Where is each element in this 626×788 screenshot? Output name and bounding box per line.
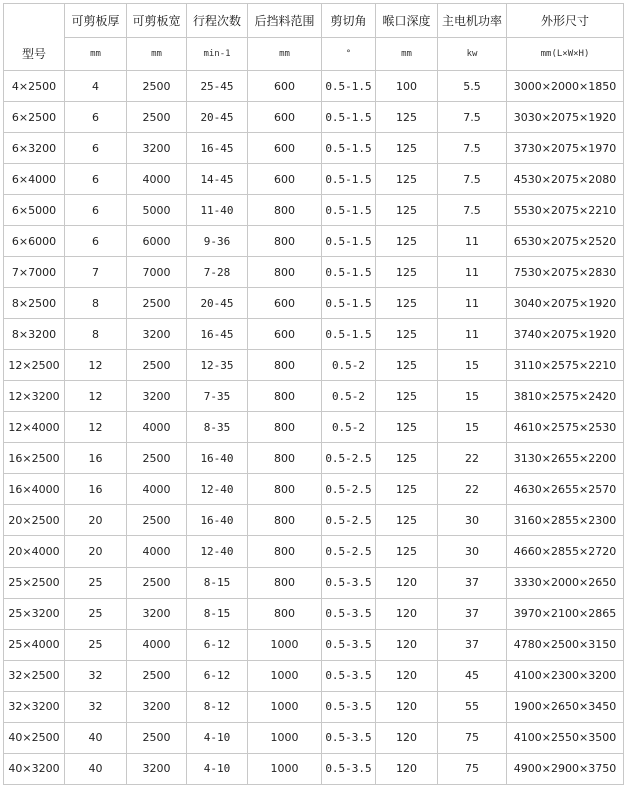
cell-stroke-count: 8-35: [187, 412, 248, 443]
cell-motor-power: 75: [438, 753, 507, 784]
cell-stroke-count: 9-36: [187, 226, 248, 257]
cell-shear-angle: 0.5-1.5: [322, 195, 376, 226]
cell-dimensions: 4780×2500×3150: [507, 629, 624, 660]
cell-dimensions: 3810×2575×2420: [507, 381, 624, 412]
table-row: [4, 505, 624, 536]
cell-motor-power: 37: [438, 598, 507, 629]
cell-motor-power: 7.5: [438, 133, 507, 164]
cell-shear-angle: 0.5-3.5: [322, 753, 376, 784]
cell-model: 32×2500: [4, 660, 65, 691]
cell-shear-angle: 0.5-2.5: [322, 505, 376, 536]
cell-max-width: 5000: [127, 195, 187, 226]
table-row: [4, 195, 624, 226]
cell-backgauge-range: 800: [248, 567, 322, 598]
cell-model: 20×2500: [4, 505, 65, 536]
cell-max-thickness: 25: [65, 567, 127, 598]
cell-shear-angle: 0.5-1.5: [322, 226, 376, 257]
table-row: [4, 629, 624, 660]
cell-max-width: 3200: [127, 381, 187, 412]
cell-stroke-count: 12-35: [187, 350, 248, 381]
cell-stroke-count: 12-40: [187, 536, 248, 567]
cell-max-width: 3200: [127, 319, 187, 350]
table-row: [4, 660, 624, 691]
cell-max-thickness: 32: [65, 691, 127, 722]
cell-stroke-count: 4-10: [187, 753, 248, 784]
cell-max-thickness: 6: [65, 195, 127, 226]
cell-model: 12×4000: [4, 412, 65, 443]
cell-model: 25×3200: [4, 598, 65, 629]
cell-stroke-count: 20-45: [187, 288, 248, 319]
unit-shear-angle: °: [322, 38, 376, 71]
table-row: [4, 536, 624, 567]
cell-backgauge-range: 800: [248, 381, 322, 412]
header-unit-row: [4, 38, 624, 71]
cell-shear-angle: 0.5-1.5: [322, 133, 376, 164]
cell-max-thickness: 25: [65, 629, 127, 660]
cell-backgauge-range: 800: [248, 474, 322, 505]
cell-motor-power: 37: [438, 629, 507, 660]
table-row: [4, 350, 624, 381]
cell-throat-depth: 120: [376, 722, 438, 753]
cell-stroke-count: 6-12: [187, 629, 248, 660]
cell-backgauge-range: 800: [248, 412, 322, 443]
cell-dimensions: 4100×2550×3500: [507, 722, 624, 753]
cell-stroke-count: 11-40: [187, 195, 248, 226]
cell-max-width: 7000: [127, 257, 187, 288]
cell-stroke-count: 7-28: [187, 257, 248, 288]
cell-max-thickness: 8: [65, 319, 127, 350]
cell-shear-angle: 0.5-3.5: [322, 629, 376, 660]
cell-max-thickness: 8: [65, 288, 127, 319]
cell-dimensions: 3030×2075×1920: [507, 102, 624, 133]
unit-dimensions: mm(L×W×H): [507, 38, 624, 71]
cell-max-width: 2500: [127, 567, 187, 598]
header-stroke-count: 行程次数: [187, 4, 248, 38]
cell-max-thickness: 16: [65, 474, 127, 505]
cell-dimensions: 3330×2000×2650: [507, 567, 624, 598]
cell-dimensions: 3160×2855×2300: [507, 505, 624, 536]
table-row: [4, 598, 624, 629]
cell-model: 12×2500: [4, 350, 65, 381]
cell-max-width: 4000: [127, 412, 187, 443]
header-model: 型号: [4, 4, 65, 71]
cell-max-thickness: 16: [65, 443, 127, 474]
cell-dimensions: 4530×2075×2080: [507, 164, 624, 195]
cell-max-width: 2500: [127, 660, 187, 691]
unit-throat-depth: mm: [376, 38, 438, 71]
cell-max-thickness: 12: [65, 381, 127, 412]
cell-backgauge-range: 1000: [248, 691, 322, 722]
header-backgauge-range: 后挡料范围: [248, 4, 322, 38]
cell-throat-depth: 120: [376, 629, 438, 660]
cell-shear-angle: 0.5-3.5: [322, 691, 376, 722]
header-max-width: 可剪板宽: [127, 4, 187, 38]
header-max-thickness: 可剪板厚: [65, 4, 127, 38]
cell-model: 25×2500: [4, 567, 65, 598]
table-row: [4, 257, 624, 288]
cell-backgauge-range: 600: [248, 133, 322, 164]
cell-stroke-count: 16-40: [187, 505, 248, 536]
cell-motor-power: 11: [438, 319, 507, 350]
cell-stroke-count: 7-35: [187, 381, 248, 412]
cell-shear-angle: 0.5-1.5: [322, 288, 376, 319]
table-row: [4, 319, 624, 350]
cell-motor-power: 11: [438, 226, 507, 257]
cell-max-thickness: 7: [65, 257, 127, 288]
header-label-row: [4, 4, 624, 38]
cell-throat-depth: 125: [376, 226, 438, 257]
cell-shear-angle: 0.5-2.5: [322, 474, 376, 505]
cell-throat-depth: 100: [376, 71, 438, 102]
cell-max-width: 6000: [127, 226, 187, 257]
cell-throat-depth: 125: [376, 257, 438, 288]
cell-backgauge-range: 800: [248, 257, 322, 288]
cell-max-width: 2500: [127, 288, 187, 319]
cell-backgauge-range: 1000: [248, 722, 322, 753]
cell-max-thickness: 20: [65, 536, 127, 567]
cell-max-thickness: 40: [65, 722, 127, 753]
table-row: [4, 288, 624, 319]
cell-throat-depth: 125: [376, 350, 438, 381]
cell-shear-angle: 0.5-2.5: [322, 443, 376, 474]
cell-max-width: 3200: [127, 133, 187, 164]
table-row: [4, 164, 624, 195]
header-throat-depth: 喉口深度: [376, 4, 438, 38]
cell-throat-depth: 125: [376, 381, 438, 412]
cell-dimensions: 4630×2655×2570: [507, 474, 624, 505]
cell-stroke-count: 12-40: [187, 474, 248, 505]
cell-stroke-count: 8-12: [187, 691, 248, 722]
cell-model: 8×3200: [4, 319, 65, 350]
cell-dimensions: 3110×2575×2210: [507, 350, 624, 381]
cell-model: 6×5000: [4, 195, 65, 226]
cell-throat-depth: 120: [376, 753, 438, 784]
cell-model: 32×3200: [4, 691, 65, 722]
cell-motor-power: 11: [438, 257, 507, 288]
table-row: [4, 753, 624, 784]
header-dimensions: 外形尺寸: [507, 4, 624, 38]
cell-max-width: 2500: [127, 505, 187, 536]
cell-max-thickness: 6: [65, 102, 127, 133]
cell-model: 40×3200: [4, 753, 65, 784]
cell-dimensions: 7530×2075×2830: [507, 257, 624, 288]
cell-model: 8×2500: [4, 288, 65, 319]
cell-stroke-count: 8-15: [187, 598, 248, 629]
cell-backgauge-range: 800: [248, 598, 322, 629]
cell-max-width: 2500: [127, 71, 187, 102]
cell-shear-angle: 0.5-1.5: [322, 102, 376, 133]
cell-throat-depth: 125: [376, 133, 438, 164]
cell-motor-power: 30: [438, 505, 507, 536]
header-motor-power: 主电机功率: [438, 4, 507, 38]
cell-throat-depth: 120: [376, 567, 438, 598]
cell-backgauge-range: 800: [248, 226, 322, 257]
cell-throat-depth: 125: [376, 412, 438, 443]
cell-stroke-count: 25-45: [187, 71, 248, 102]
cell-motor-power: 30: [438, 536, 507, 567]
cell-max-width: 4000: [127, 629, 187, 660]
cell-shear-angle: 0.5-2.5: [322, 536, 376, 567]
cell-stroke-count: 16-45: [187, 133, 248, 164]
cell-motor-power: 7.5: [438, 102, 507, 133]
cell-max-thickness: 32: [65, 660, 127, 691]
cell-motor-power: 37: [438, 567, 507, 598]
cell-backgauge-range: 600: [248, 164, 322, 195]
unit-max-width: mm: [127, 38, 187, 71]
cell-shear-angle: 0.5-2: [322, 350, 376, 381]
cell-shear-angle: 0.5-3.5: [322, 722, 376, 753]
unit-motor-power: kw: [438, 38, 507, 71]
cell-max-width: 4000: [127, 164, 187, 195]
cell-motor-power: 7.5: [438, 195, 507, 226]
cell-motor-power: 22: [438, 443, 507, 474]
cell-shear-angle: 0.5-1.5: [322, 71, 376, 102]
cell-motor-power: 15: [438, 412, 507, 443]
cell-max-width: 2500: [127, 722, 187, 753]
cell-dimensions: 3040×2075×1920: [507, 288, 624, 319]
cell-model: 4×2500: [4, 71, 65, 102]
cell-model: 6×4000: [4, 164, 65, 195]
cell-backgauge-range: 800: [248, 350, 322, 381]
cell-max-thickness: 6: [65, 226, 127, 257]
cell-max-thickness: 4: [65, 71, 127, 102]
table-row: [4, 474, 624, 505]
cell-throat-depth: 125: [376, 164, 438, 195]
cell-motor-power: 15: [438, 350, 507, 381]
cell-shear-angle: 0.5-1.5: [322, 164, 376, 195]
table-row: [4, 443, 624, 474]
table-row: [4, 226, 624, 257]
cell-max-thickness: 6: [65, 164, 127, 195]
cell-throat-depth: 125: [376, 443, 438, 474]
cell-max-thickness: 20: [65, 505, 127, 536]
table-row: [4, 71, 624, 102]
cell-throat-depth: 125: [376, 319, 438, 350]
cell-shear-angle: 0.5-3.5: [322, 567, 376, 598]
table-row: [4, 381, 624, 412]
cell-backgauge-range: 1000: [248, 660, 322, 691]
cell-motor-power: 15: [438, 381, 507, 412]
cell-max-thickness: 40: [65, 753, 127, 784]
cell-max-width: 2500: [127, 350, 187, 381]
cell-shear-angle: 0.5-3.5: [322, 598, 376, 629]
cell-stroke-count: 4-10: [187, 722, 248, 753]
cell-dimensions: 3730×2075×1970: [507, 133, 624, 164]
cell-dimensions: 4660×2855×2720: [507, 536, 624, 567]
cell-throat-depth: 125: [376, 536, 438, 567]
cell-max-thickness: 12: [65, 412, 127, 443]
table-row: [4, 691, 624, 722]
cell-shear-angle: 0.5-2: [322, 412, 376, 443]
cell-shear-angle: 0.5-1.5: [322, 319, 376, 350]
cell-model: 6×6000: [4, 226, 65, 257]
cell-dimensions: 3740×2075×1920: [507, 319, 624, 350]
cell-max-width: 2500: [127, 102, 187, 133]
cell-motor-power: 75: [438, 722, 507, 753]
cell-model: 16×4000: [4, 474, 65, 505]
header-shear-angle: 剪切角: [322, 4, 376, 38]
cell-model: 7×7000: [4, 257, 65, 288]
cell-model: 40×2500: [4, 722, 65, 753]
cell-dimensions: 4610×2575×2530: [507, 412, 624, 443]
cell-throat-depth: 125: [376, 195, 438, 226]
cell-stroke-count: 20-45: [187, 102, 248, 133]
cell-throat-depth: 125: [376, 102, 438, 133]
cell-throat-depth: 125: [376, 505, 438, 536]
cell-throat-depth: 120: [376, 598, 438, 629]
specifications-table: [3, 3, 624, 785]
cell-motor-power: 5.5: [438, 71, 507, 102]
cell-model: 12×3200: [4, 381, 65, 412]
cell-max-thickness: 12: [65, 350, 127, 381]
cell-max-width: 4000: [127, 474, 187, 505]
cell-model: 6×3200: [4, 133, 65, 164]
cell-dimensions: 3000×2000×1850: [507, 71, 624, 102]
cell-dimensions: 1900×2650×3450: [507, 691, 624, 722]
cell-backgauge-range: 600: [248, 71, 322, 102]
cell-shear-angle: 0.5-1.5: [322, 257, 376, 288]
cell-model: 25×4000: [4, 629, 65, 660]
cell-backgauge-range: 1000: [248, 629, 322, 660]
cell-stroke-count: 8-15: [187, 567, 248, 598]
cell-max-width: 2500: [127, 443, 187, 474]
cell-backgauge-range: 600: [248, 319, 322, 350]
cell-max-width: 3200: [127, 691, 187, 722]
cell-backgauge-range: 800: [248, 195, 322, 226]
cell-shear-angle: 0.5-2: [322, 381, 376, 412]
cell-shear-angle: 0.5-3.5: [322, 660, 376, 691]
cell-model: 20×4000: [4, 536, 65, 567]
cell-backgauge-range: 800: [248, 536, 322, 567]
cell-stroke-count: 14-45: [187, 164, 248, 195]
cell-dimensions: 6530×2075×2520: [507, 226, 624, 257]
cell-model: 16×2500: [4, 443, 65, 474]
cell-stroke-count: 6-12: [187, 660, 248, 691]
table-row: [4, 567, 624, 598]
cell-motor-power: 7.5: [438, 164, 507, 195]
cell-throat-depth: 125: [376, 288, 438, 319]
cell-backgauge-range: 800: [248, 443, 322, 474]
cell-motor-power: 45: [438, 660, 507, 691]
cell-dimensions: 5530×2075×2210: [507, 195, 624, 226]
cell-backgauge-range: 600: [248, 288, 322, 319]
cell-dimensions: 4900×2900×3750: [507, 753, 624, 784]
cell-motor-power: 22: [438, 474, 507, 505]
cell-throat-depth: 120: [376, 691, 438, 722]
cell-backgauge-range: 600: [248, 102, 322, 133]
cell-max-width: 3200: [127, 598, 187, 629]
cell-throat-depth: 120: [376, 660, 438, 691]
cell-backgauge-range: 800: [248, 505, 322, 536]
cell-dimensions: 3130×2655×2200: [507, 443, 624, 474]
table-row: [4, 412, 624, 443]
table-row: [4, 102, 624, 133]
cell-stroke-count: 16-40: [187, 443, 248, 474]
cell-backgauge-range: 1000: [248, 753, 322, 784]
unit-backgauge-range: mm: [248, 38, 322, 71]
cell-motor-power: 11: [438, 288, 507, 319]
cell-stroke-count: 16-45: [187, 319, 248, 350]
table-row: [4, 722, 624, 753]
cell-max-width: 4000: [127, 536, 187, 567]
unit-stroke-count: min-1: [187, 38, 248, 71]
table-body: [4, 71, 624, 785]
unit-max-thickness: mm: [65, 38, 127, 71]
cell-dimensions: 3970×2100×2865: [507, 598, 624, 629]
cell-max-thickness: 6: [65, 133, 127, 164]
cell-throat-depth: 125: [376, 474, 438, 505]
cell-max-thickness: 25: [65, 598, 127, 629]
table-row: [4, 133, 624, 164]
cell-motor-power: 55: [438, 691, 507, 722]
cell-max-width: 3200: [127, 753, 187, 784]
cell-model: 6×2500: [4, 102, 65, 133]
cell-dimensions: 4100×2300×3200: [507, 660, 624, 691]
